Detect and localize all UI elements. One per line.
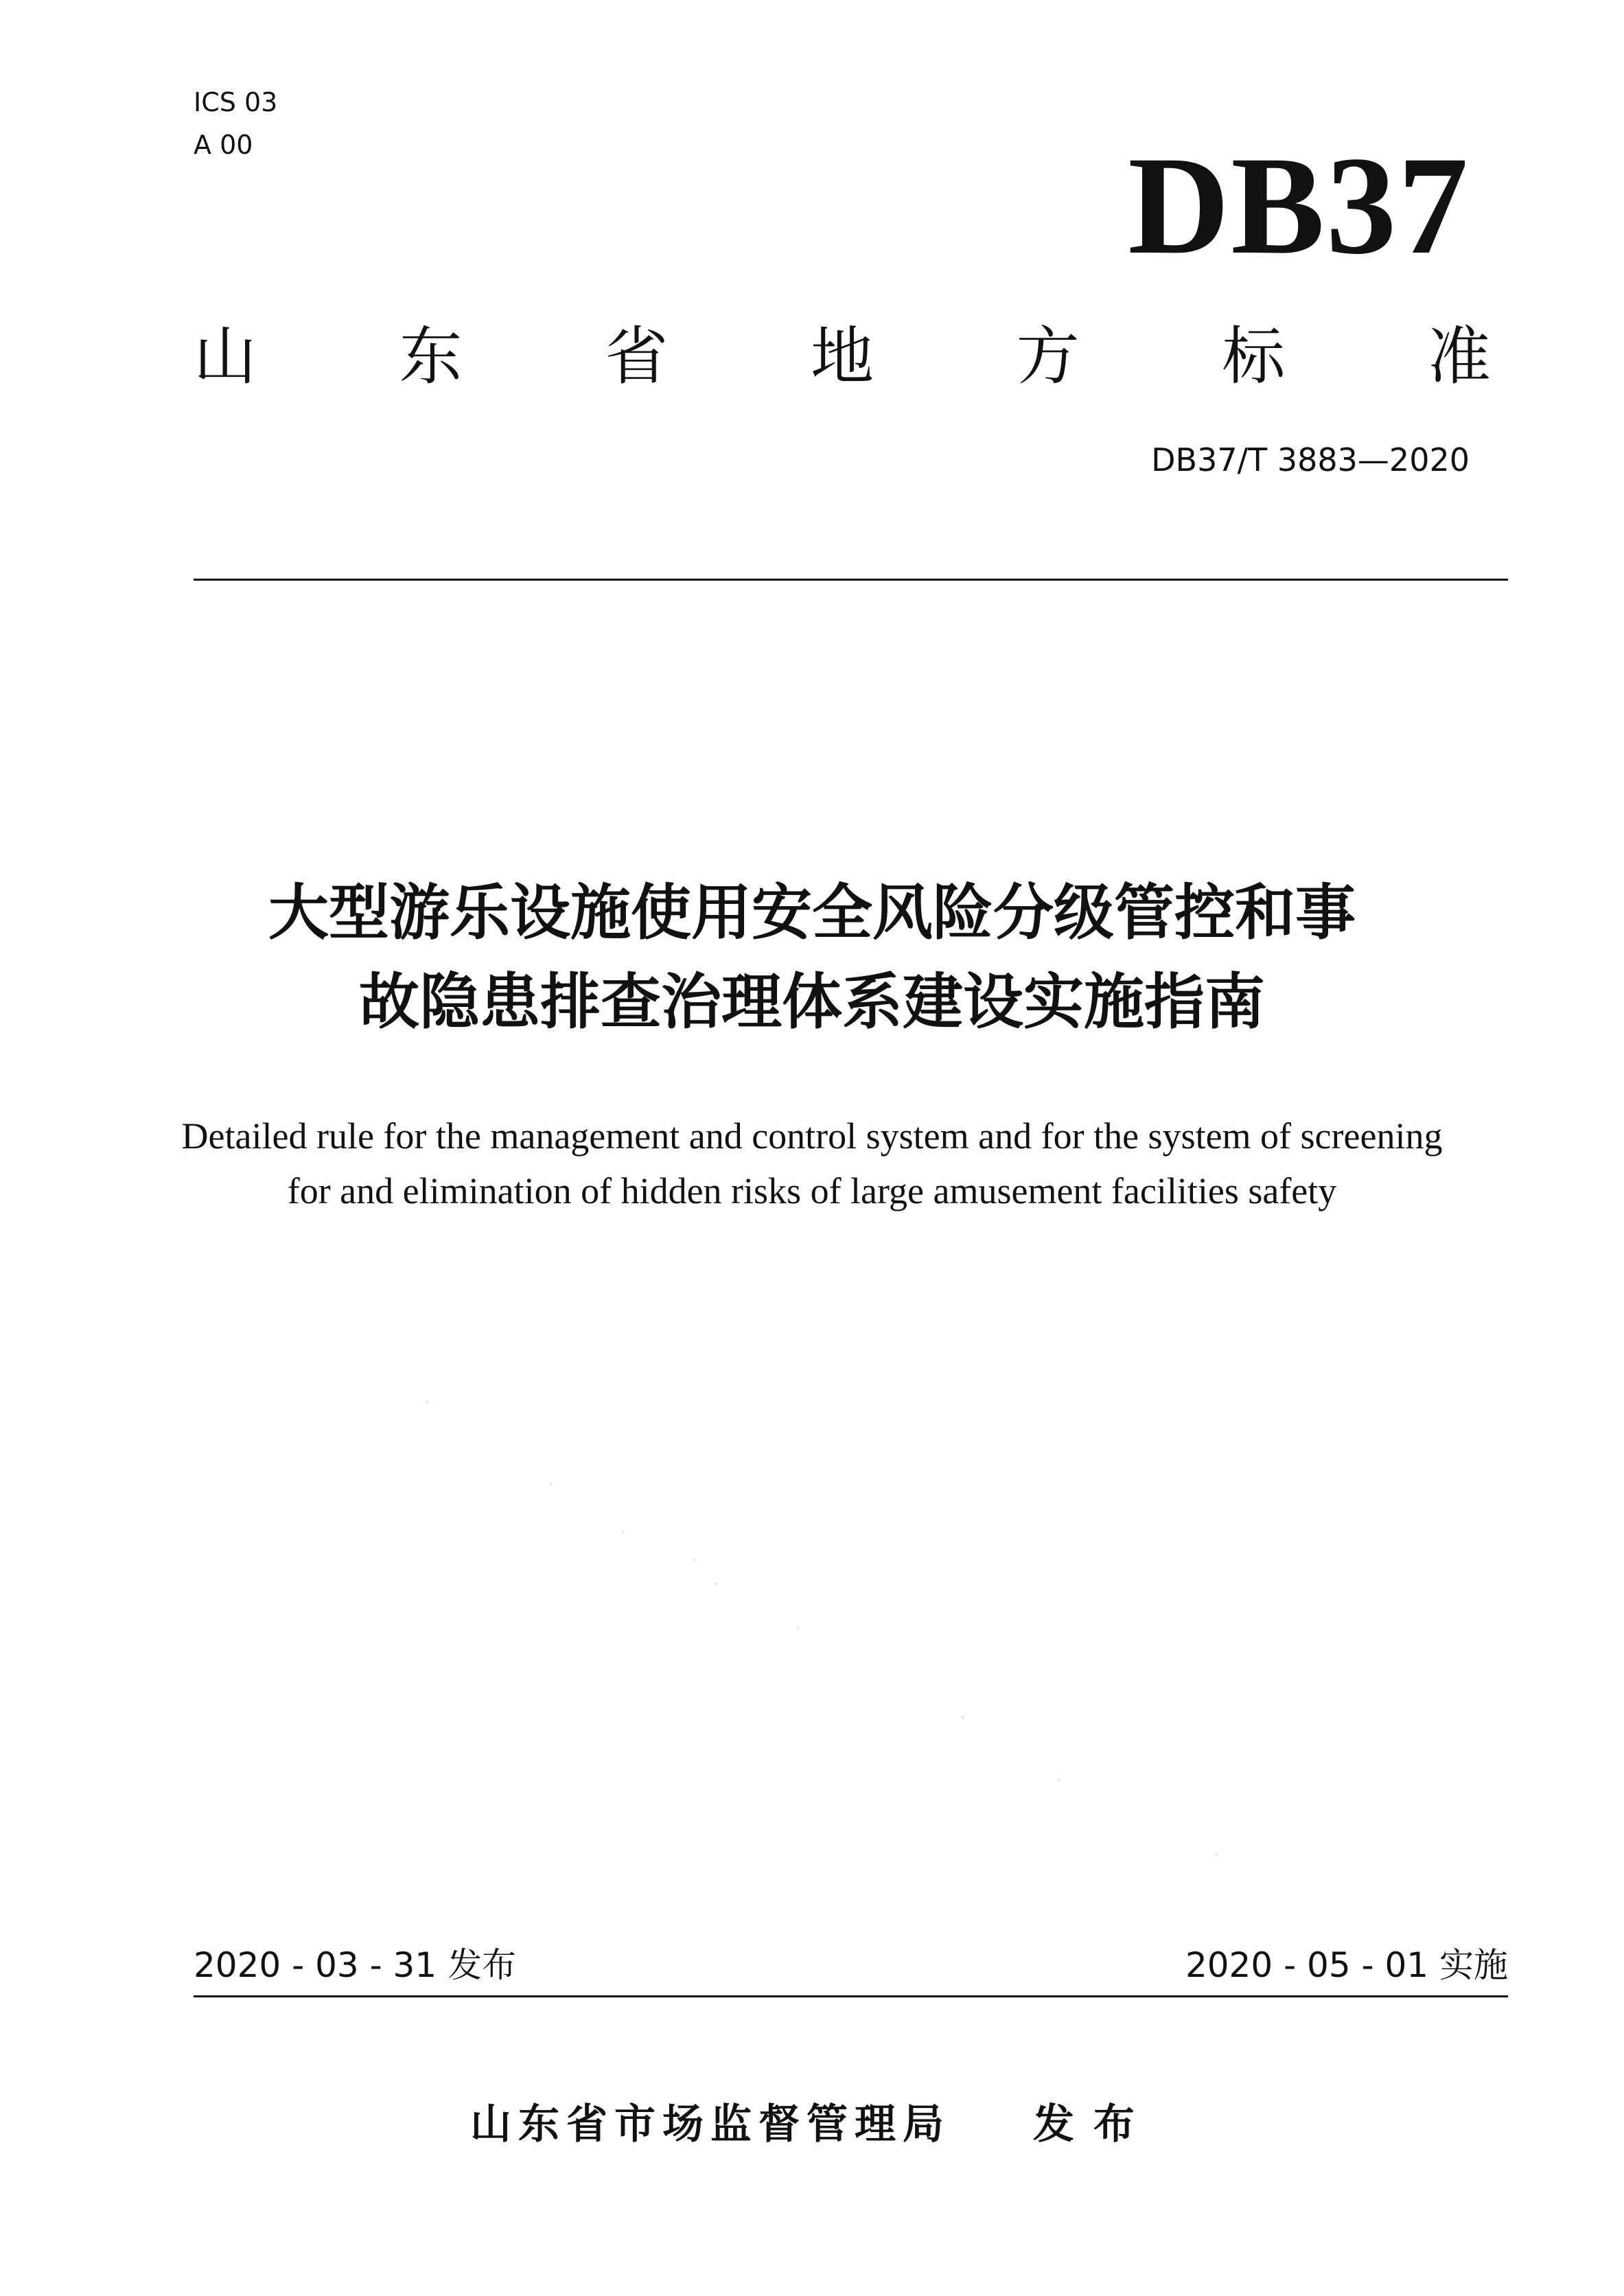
footer-divider	[194, 1995, 1508, 1997]
standard-type-char: 准	[1427, 320, 1491, 393]
speck	[1215, 1853, 1218, 1857]
standard-type-char: 东	[399, 320, 463, 393]
english-title-line: Detailed rule for the management and control system and for the system of screening	[181, 1115, 1443, 1157]
chinese-title	[124, 868, 1500, 1047]
chinese-title-line: 大型游乐设施使用安全风险分级管控和事	[268, 877, 1356, 948]
ccs-code: A 00	[194, 130, 253, 160]
speck	[796, 1627, 800, 1630]
speck	[714, 1582, 717, 1586]
speck	[621, 1531, 625, 1534]
issue-action: 发布	[1033, 2100, 1154, 2148]
english-title-line: for and elimination of hidden risks of large amusement facilities safety	[287, 1170, 1337, 1211]
implement-date-label: 实施	[1439, 1945, 1508, 1985]
header-divider	[194, 579, 1508, 581]
issuing-organization: 山东省市场监督管理局	[470, 2100, 951, 2148]
speck	[693, 1558, 697, 1562]
publish-date-label: 发布	[448, 1945, 517, 1985]
issuer-line	[0, 2094, 1624, 2155]
speck	[961, 1716, 964, 1719]
ics-code: ICS 03	[194, 87, 278, 117]
standard-type-char: 标	[1222, 320, 1286, 393]
implement-date	[1185, 1941, 1508, 1989]
publish-date-value: 2020 - 03 - 31	[194, 1945, 437, 1985]
implement-date-value: 2020 - 05 - 01	[1185, 1945, 1429, 1985]
speck	[549, 1483, 553, 1486]
standard-code-logo: DB37	[1128, 128, 1470, 283]
english-title	[82, 1109, 1542, 1218]
standard-type-title	[194, 316, 1491, 398]
classification-codes	[194, 81, 277, 166]
speck	[1057, 1778, 1060, 1781]
speck	[426, 1400, 429, 1404]
standard-number: DB37/T 3883—2020	[1151, 441, 1470, 478]
chinese-title-line: 故隐患排查治理体系建设实施指南	[358, 966, 1265, 1037]
standard-type-char: 方	[1016, 320, 1080, 393]
publish-date	[194, 1941, 516, 1989]
standard-type-char: 山	[194, 320, 257, 393]
standard-type-char: 地	[810, 320, 874, 393]
standard-type-char: 省	[605, 320, 669, 393]
